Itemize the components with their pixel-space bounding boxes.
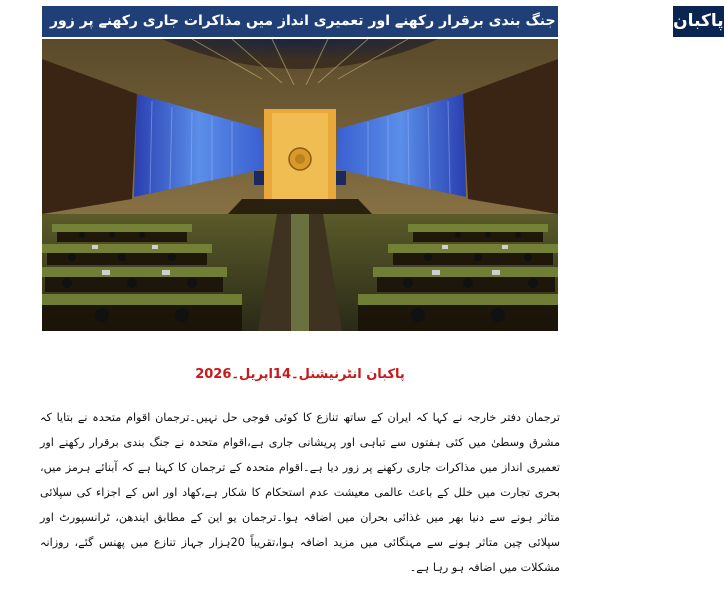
headline[interactable]: اقوام متحدہ کا جنگ بندی برقرار رکھنے اور تعمیری انداز میں مذاکرات جاری رکھنے پر زور — [50, 13, 663, 29]
un-general-assembly-hall-photo — [42, 39, 558, 331]
brand-logo[interactable]: پاکبان — [670, 6, 724, 37]
header-banner — [42, 6, 724, 37]
dateline: پاکبان انٹرنیشنل۔14اپریل۔2026 — [195, 367, 405, 382]
news-photo — [42, 39, 558, 331]
article-body: ترجمان دفتر خارجہ نے کہا کہ ایران کے ساتھ تنازع کا کوئی فوجی حل نہیں۔ترجمان اقوام متحدہ نے بتایا کہ مشرق وسطیٰ میں کئی ہفتوں سے تباہی اور پریشانی جاری ہے،اقوام متحدہ نے جنگ بندی برقرار رکھنے اور تعمیری انداز میں مذاکرات جاری رکھنے پر زور دیا ہے۔اقوام متحدہ کے ترجمان کا کہنا ہے کہ آبنائے ہرمز میں، بحری تجارت میں خلل کے باعث عالمی معیشت عدم استحکام کا شکار ہے،کھاد اور اس کے اجزاء کی سپلائی متاثر ہونے سے دنیا بھر میں غذائی بحران میں اضافہ ہوا۔ترجمان یو این کے مطابق ایندھن، ٹرانسپورٹ اور سپلائی چین متاثر ہونے سے مہنگائی میں مزید اضافہ ہوا،تقریباً 20ہزار جہاز تنازع میں پھنس گئے، روزانہ مشکلات میں اضافہ ہو رہا ہے۔ — [40, 411, 560, 574]
